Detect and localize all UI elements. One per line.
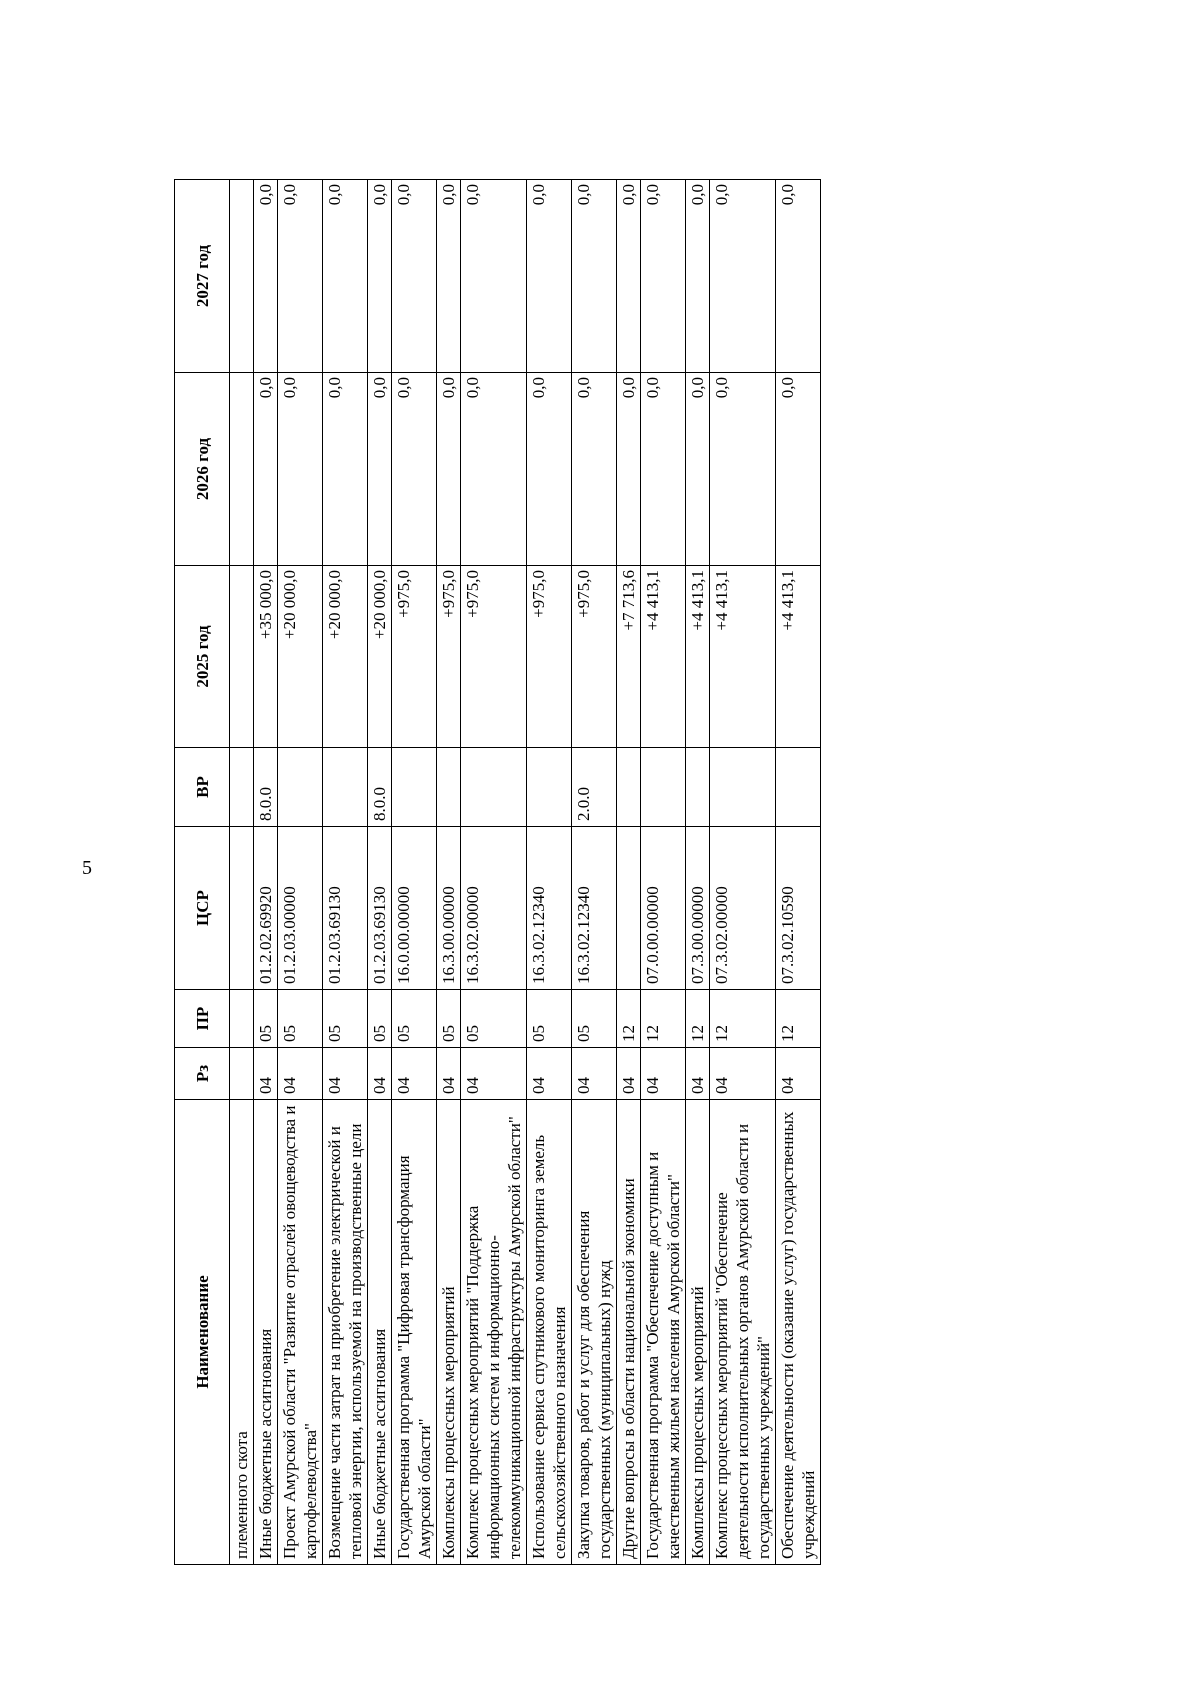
cell-2026: 0,0 [392,373,437,566]
table-row [323,180,368,1565]
cell-2027: 0,0 [641,180,686,373]
cell-2026: 0,0 [437,373,461,566]
cell-name: племенного скота [230,1100,254,1565]
cell-vr: 8.0.0 [254,748,278,827]
header-vr: ВР [175,748,230,827]
cell-vr [392,748,437,827]
cell-2026 [230,373,254,566]
cell-vr [437,748,461,827]
cell-vr: 8.0.0 [368,748,392,827]
cell-2027: 0,0 [278,180,323,373]
table-row [392,180,437,1565]
cell-name: Проект Амурской области "Развитие отраслей овощеводства и картофелеводства" [278,1100,323,1565]
cell-2026: 0,0 [641,373,686,566]
header-csr: ЦСР [175,827,230,990]
cell-2026: 0,0 [254,373,278,566]
cell-csr: 01.2.03.69130 [323,827,368,990]
cell-rz: 04 [686,1048,710,1100]
table-header [175,180,230,1565]
cell-rz: 04 [461,1048,527,1100]
cell-rz: 04 [527,1048,572,1100]
cell-rz: 04 [641,1048,686,1100]
cell-2025: +975,0 [527,566,572,748]
header-2027: 2027 год [175,180,230,373]
cell-pr: 05 [254,990,278,1048]
cell-2027: 0,0 [527,180,572,373]
cell-csr: 16.3.02.00000 [461,827,527,990]
cell-name: Государственная программа "Обеспечение доступным и качественным жильем населения Амурской области" [641,1100,686,1565]
cell-pr: 05 [278,990,323,1048]
cell-rz: 04 [776,1048,821,1100]
table-row [461,180,527,1565]
cell-vr [776,748,821,827]
cell-2025: +35 000,0 [254,566,278,748]
cell-2027: 0,0 [710,180,776,373]
cell-pr: 05 [461,990,527,1048]
cell-rz: 04 [278,1048,323,1100]
cell-2026: 0,0 [461,373,527,566]
header-pr: ПР [175,990,230,1048]
cell-name: Обеспечение деятельности (оказание услуг) государственных учреждений [776,1100,821,1565]
cell-2025: +20 000,0 [278,566,323,748]
cell-vr [323,748,368,827]
cell-name: Использование сервиса спутникового мониторинга земель сельскохозяйственного назначения [527,1100,572,1565]
cell-rz: 04 [437,1048,461,1100]
cell-csr: 07.3.02.10590 [776,827,821,990]
header-rz: Рз [175,1048,230,1100]
cell-pr: 05 [527,990,572,1048]
cell-2026: 0,0 [710,373,776,566]
cell-2025: +20 000,0 [368,566,392,748]
cell-vr: 2.0.0 [572,748,617,827]
cell-2027: 0,0 [323,180,368,373]
cell-2027: 0,0 [572,180,617,373]
cell-pr: 05 [437,990,461,1048]
cell-name: Комплексы процессных мероприятий [686,1100,710,1565]
cell-vr [641,748,686,827]
cell-2027: 0,0 [392,180,437,373]
cell-pr: 05 [572,990,617,1048]
table-body [230,180,821,1565]
cell-pr: 12 [641,990,686,1048]
table-row [230,180,254,1565]
cell-2026: 0,0 [527,373,572,566]
cell-vr [278,748,323,827]
cell-rz: 04 [392,1048,437,1100]
cell-2026: 0,0 [323,373,368,566]
cell-2025: +975,0 [437,566,461,748]
cell-2027: 0,0 [776,180,821,373]
cell-2027: 0,0 [437,180,461,373]
table-row [572,180,617,1565]
cell-name: Комплекс процессных мероприятий "Поддержка информационных систем и информационно-телекоммуникационной инфраструктуры Амурской области" [461,1100,527,1565]
cell-rz: 04 [710,1048,776,1100]
cell-2027: 0,0 [617,180,641,373]
cell-csr [230,827,254,990]
cell-csr: 16.3.00.00000 [437,827,461,990]
cell-2025: +975,0 [461,566,527,748]
cell-pr [230,990,254,1048]
cell-2026: 0,0 [776,373,821,566]
cell-2026: 0,0 [686,373,710,566]
cell-2025: +975,0 [392,566,437,748]
table-row [710,180,776,1565]
table-row [641,180,686,1565]
cell-2026: 0,0 [617,373,641,566]
cell-csr: 16.3.02.12340 [527,827,572,990]
cell-2025 [230,566,254,748]
cell-csr: 01.2.03.00000 [278,827,323,990]
cell-vr [230,748,254,827]
cell-rz: 04 [368,1048,392,1100]
cell-pr: 12 [686,990,710,1048]
header-2026: 2026 год [175,373,230,566]
cell-pr: 05 [323,990,368,1048]
table-row [776,180,821,1565]
cell-name: Комплексы процессных мероприятий [437,1100,461,1565]
cell-csr: 16.3.02.12340 [572,827,617,990]
table-row [686,180,710,1565]
cell-pr: 12 [776,990,821,1048]
cell-2025: +4 413,1 [776,566,821,748]
cell-2027: 0,0 [461,180,527,373]
cell-2025: +7 713,6 [617,566,641,748]
cell-vr [710,748,776,827]
cell-csr: 07.3.00.00000 [686,827,710,990]
rotated-table-container [174,180,1144,1565]
table-row [368,180,392,1565]
cell-vr [527,748,572,827]
cell-rz: 04 [617,1048,641,1100]
cell-name: Государственная программа "Цифровая трансформация Амурской области" [392,1100,437,1565]
cell-name: Закупка товаров, работ и услуг для обеспечения государственных (муниципальных) нужд [572,1100,617,1565]
cell-csr: 07.3.02.00000 [710,827,776,990]
cell-2026: 0,0 [278,373,323,566]
header-2025: 2025 год [175,566,230,748]
table-row [617,180,641,1565]
cell-2027 [230,180,254,373]
cell-name: Иные бюджетные ассигнования [368,1100,392,1565]
header-name: Наименование [175,1100,230,1565]
cell-2025: +20 000,0 [323,566,368,748]
cell-2026: 0,0 [572,373,617,566]
cell-pr: 05 [392,990,437,1048]
cell-csr [617,827,641,990]
cell-2027: 0,0 [686,180,710,373]
cell-name: Возмещение части затрат на приобретение электрической и тепловой энергии, используемой на производственные цели [323,1100,368,1565]
table-row [254,180,278,1565]
cell-rz: 04 [254,1048,278,1100]
cell-csr: 01.2.03.69130 [368,827,392,990]
cell-2025: +4 413,1 [710,566,776,748]
cell-vr [686,748,710,827]
cell-2025: +4 413,1 [641,566,686,748]
table-row [437,180,461,1565]
cell-vr [617,748,641,827]
cell-rz: 04 [323,1048,368,1100]
cell-csr: 16.0.00.00000 [392,827,437,990]
cell-pr: 12 [710,990,776,1048]
budget-table [174,179,821,1565]
cell-2025: +4 413,1 [686,566,710,748]
cell-2027: 0,0 [368,180,392,373]
cell-name: Другие вопросы в области национальной экономики [617,1100,641,1565]
table-row [278,180,323,1565]
cell-pr: 12 [617,990,641,1048]
cell-rz [230,1048,254,1100]
cell-name: Иные бюджетные ассигнования [254,1100,278,1565]
cell-pr: 05 [368,990,392,1048]
cell-2027: 0,0 [254,180,278,373]
cell-name: Комплекс процессных мероприятий "Обеспечение деятельности исполнительных органов Амурской области и государственных учреждений" [710,1100,776,1565]
header-row [175,180,230,1565]
cell-csr: 01.2.02.69920 [254,827,278,990]
cell-vr [461,748,527,827]
cell-csr: 07.0.00.00000 [641,827,686,990]
cell-2026: 0,0 [368,373,392,566]
cell-rz: 04 [572,1048,617,1100]
page-number: 5 [82,857,92,879]
cell-2025: +975,0 [572,566,617,748]
table-row [527,180,572,1565]
